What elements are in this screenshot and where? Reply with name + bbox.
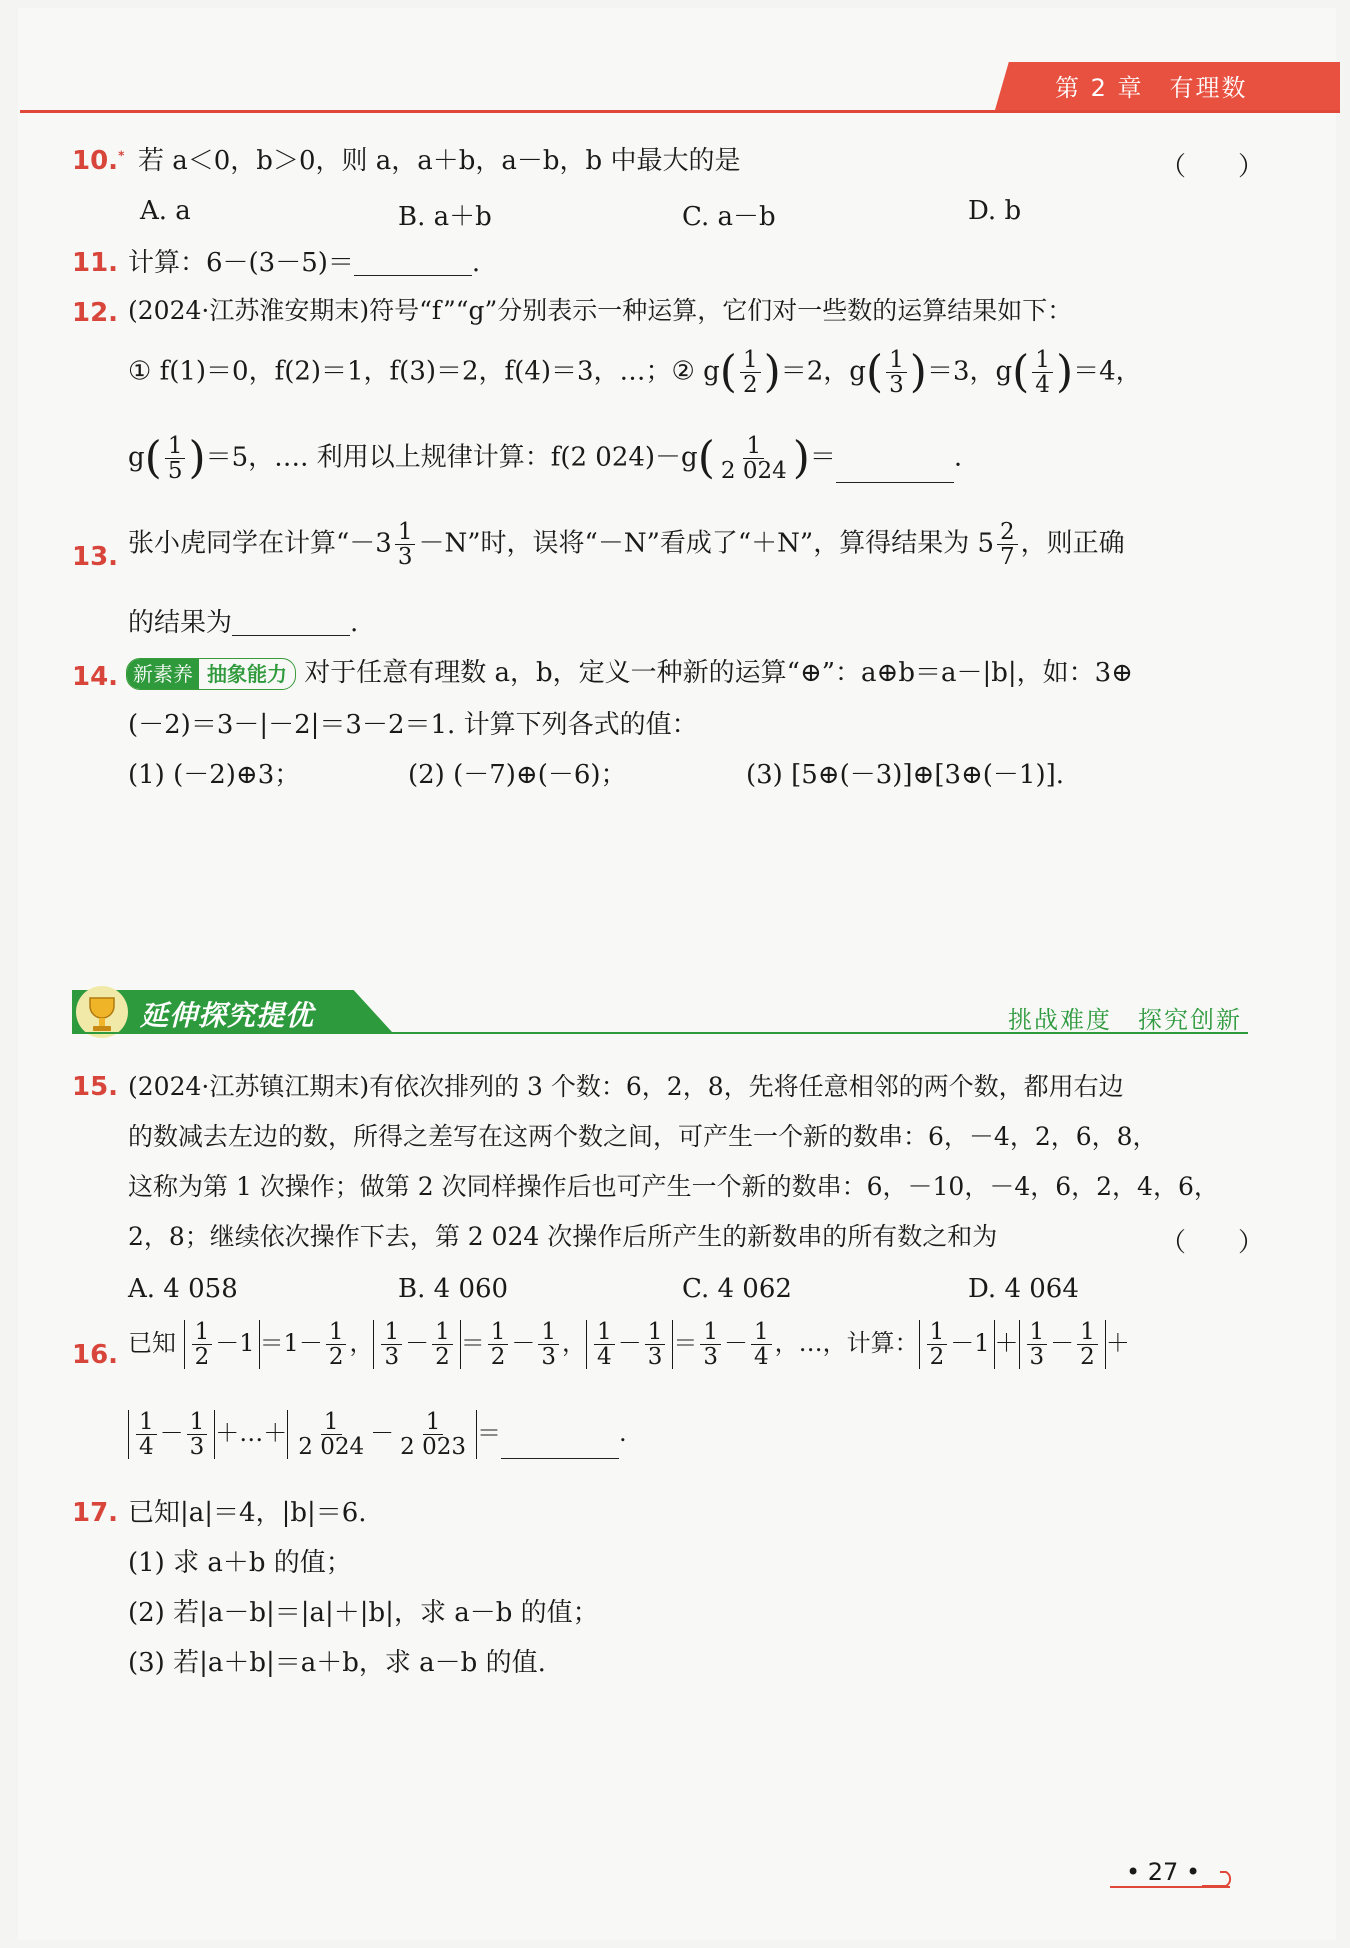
q10-option-a: A. a	[140, 196, 191, 226]
q16-line1: 已知 $\frac{1}{2}$ －1 ＝1－ $\frac{1}{2}$ ， $\frac{1}{3}$ － $\frac{1}{2}$ ＝ $\frac{1}{2}$ － $\frac{1}{3}$ ， $\frac{1}{4}$ － $\frac{1}{3}$ ＝ $\frac{1}{3}$ － $\frac{1}{4}$ ，…，计算： $\frac{1}{2}$ －1 ＋ $\frac{1}{3}$ － $\frac{1}{2}$ ＋	[128, 1319, 1130, 1371]
q10-text: 若 a＜0，b＞0，则 a，a＋b，a－b，b 中最大的是	[138, 146, 741, 176]
q12-line1: (2024·江苏淮安期末)符号“f”“g”分别表示一种运算，它们对一些数的运算结果如下：	[128, 296, 1073, 325]
q16-line2: $\frac{1}{4}$ － $\frac{1}{3}$ ＋…＋ $\frac{1}{2 024}$ － $\frac{1}{2 023}$ ＝ .	[128, 1410, 627, 1459]
q14-part1: (1) (－2)⊕3；	[128, 760, 301, 790]
q15-option-d: D. 4 064	[968, 1274, 1079, 1304]
q10-answer-paren: （ ）	[1160, 152, 1265, 182]
q13-number: 13.	[72, 542, 119, 572]
q17-part1: (1) 求 a＋b 的值；	[128, 1548, 352, 1578]
q10-option-b: B. a＋b	[398, 202, 492, 232]
q15-line4: 2，8；继续依次操作下去，第 2 024 次操作后所产生的新数串的所有数之和为	[128, 1222, 998, 1251]
q14-line1: 新素养 抽象能力 对于任意有理数 a，b，定义一种新的运算“⊕”：a⊕b＝a－|b|，如：3⊕	[126, 658, 1133, 690]
q15-line2: 的数减去左边的数，所得之差写在这两个数之间，可产生一个新的数串：6，－4，2，6，8，	[128, 1122, 1158, 1151]
q16-blank[interactable]	[501, 1434, 619, 1459]
q15-option-c: C. 4 062	[682, 1274, 792, 1304]
q12-blank[interactable]	[836, 458, 954, 483]
q15-line1: (2024·江苏镇江期末)有依次排列的 3 个数：6，2，8，先将任意相邻的两个数，都用右边	[128, 1072, 1124, 1101]
section-subtitle: 挑战难度 探究创新	[1008, 1006, 1242, 1034]
q10-number: 10.*	[72, 146, 125, 176]
q10-option-c: C. a－b	[682, 202, 776, 232]
section-title: 延伸探究提优	[140, 999, 315, 1032]
chapter-title: 第 2 章 有理数	[1055, 74, 1248, 102]
q16-number: 16.	[72, 1340, 119, 1370]
q11-text: 计算：6－(3－5)＝ .	[128, 248, 481, 278]
q17-number: 17.	[72, 1498, 119, 1528]
q12-line3: g( $\frac{1}{5}$ )＝5，…. 利用以上规律计算：f(2 024)－g( $\frac{1}{2 024}$ )＝ .	[128, 432, 963, 485]
q15-line3: 这称为第 1 次操作；做第 2 次同样操作后也可产生一个新的数串：6，－10，－4，6，2，4，6，	[128, 1172, 1219, 1201]
q14-part2: (2) (－7)⊕(－6)；	[408, 760, 627, 790]
q17-part3: (3) 若|a＋b|＝a＋b，求 a－b 的值.	[128, 1648, 546, 1678]
q15-option-a: A. 4 058	[128, 1274, 238, 1304]
q13-line1: 张小虎同学在计算“－3 $\frac{1}{3}$ －N”时，误将“－N”看成了“＋N”，算得结果为 5 $\frac{2}{7}$ ，则正确	[128, 519, 1125, 571]
q13-blank[interactable]	[232, 611, 350, 636]
q10-option-d: D. b	[968, 196, 1022, 226]
q14-number: 14.	[72, 662, 119, 692]
q14-part3: (3) [5⊕(－3)]⊕[3⊕(－1)].	[746, 760, 1065, 790]
q15-answer-paren: （ ）	[1160, 1228, 1265, 1258]
literacy-badge: 新素养 抽象能力	[126, 658, 296, 690]
q13-line2: 的结果为 .	[128, 608, 359, 638]
q15-number: 15.	[72, 1072, 119, 1102]
q12-line2: ① f(1)＝0，f(2)＝1，f(3)＝2，f(4)＝3，…；② g( $\frac{1}{2}$ )＝2，g( $\frac{1}{3}$ )＝3，g( $\frac{1}{4}$ )＝4，	[128, 346, 1142, 399]
q17-line1: 已知|a|＝4，|b|＝6.	[128, 1498, 367, 1528]
q11-number: 11.	[72, 248, 119, 278]
q14-line2: (－2)＝3－|－2|＝3－2＝1. 计算下列各式的值：	[128, 710, 698, 740]
q15-option-b: B. 4 060	[398, 1274, 509, 1304]
q12-number: 12.	[72, 298, 119, 328]
q17-part2: (2) 若|a－b|＝|a|＋|b|，求 a－b 的值；	[128, 1598, 599, 1628]
page-number: • 27 •	[1126, 1858, 1201, 1886]
page-curl-icon	[1200, 1868, 1240, 1892]
q11-blank[interactable]	[354, 251, 472, 276]
header-rule	[20, 110, 1340, 113]
